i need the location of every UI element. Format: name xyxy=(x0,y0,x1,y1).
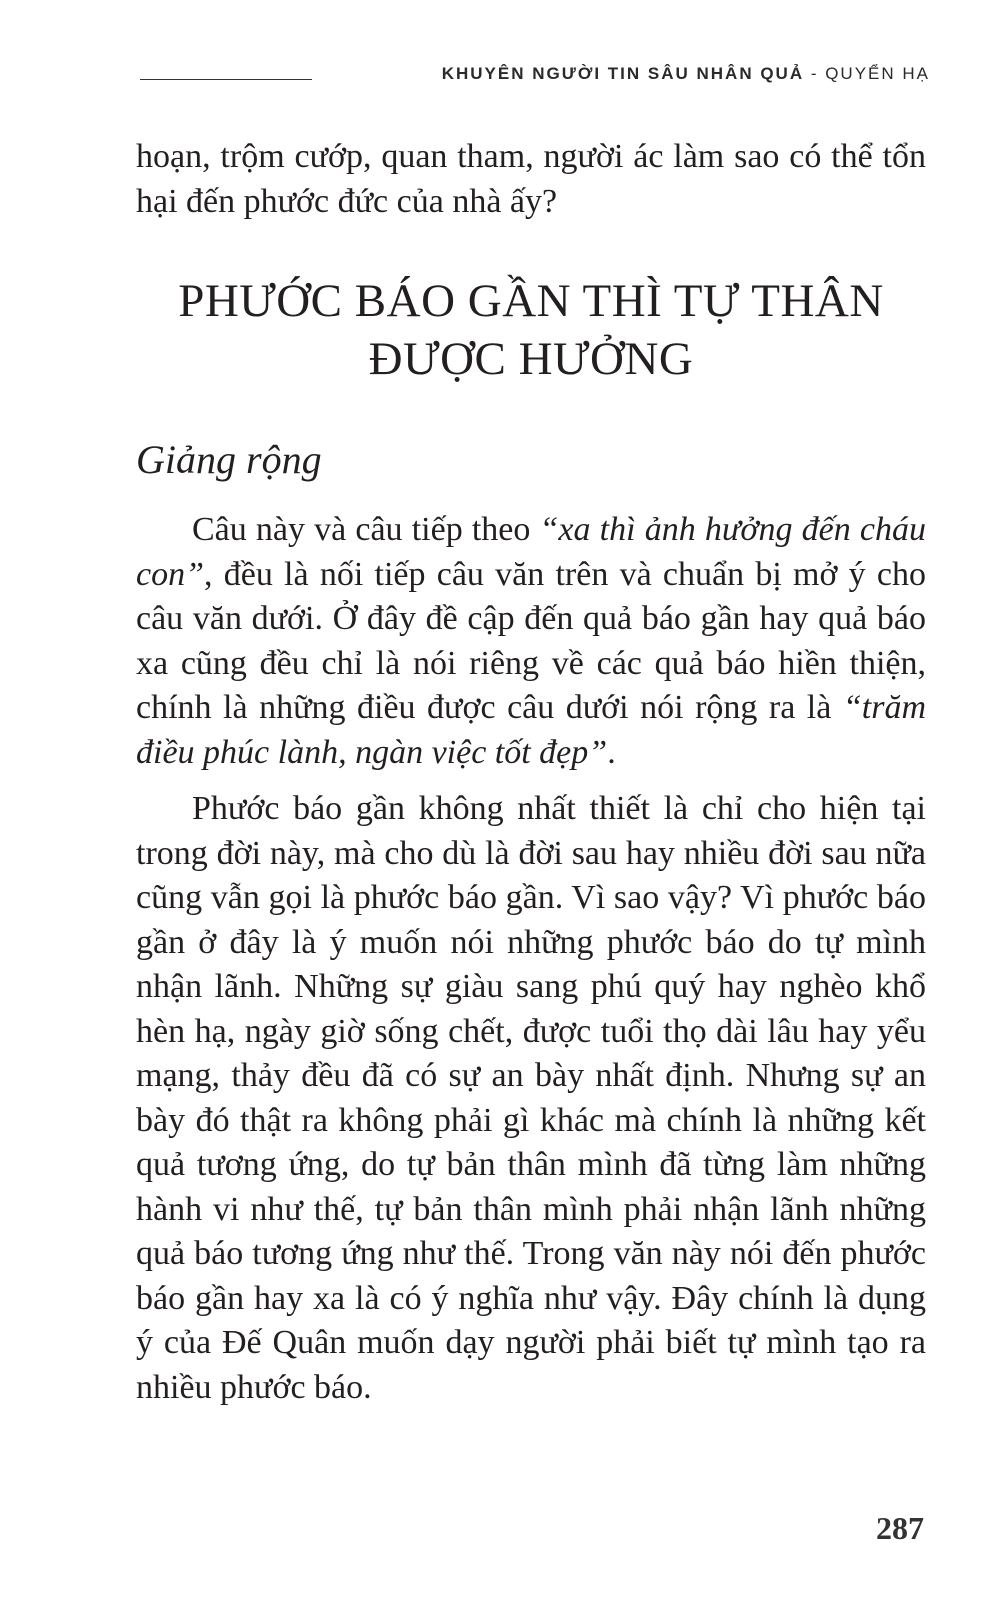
running-header xyxy=(442,64,930,84)
chapter-title-line-2: ĐƯỢC HƯỞNG xyxy=(368,333,694,385)
page-content xyxy=(136,135,926,1410)
body-paragraph-2: Phước báo gần không nhất thiết là chỉ cho hiện tại trong đời này, mà cho dù là đời sau hay nhiều đời sau nữa cũng vẫn gọi là phước báo gần. Vì sao vậy? Vì phước báo gần ở đây là ý muốn nói những phước báo do tự mình nhận lãnh. Những sự giàu sang phú quý hay nghèo khổ hèn hạ, ngày giờ sống chết, được tuổi thọ dài lâu hay yểu mạng, thảy đều đã có sự an bày nhất định. Nhưng sự an bày đó thật ra không phải gì khác mà chính là những kết quả tương ứng, do tự bản thân mình đã từng làm những hành vi như thế, tự bản thân mình phải nhận lãnh những quả báo tương ứng như thế. Trong văn này nói đến phước báo gần hay xa là có ý nghĩa như vậy. Đây chính là dụng ý của Đế Quân muốn dạy người phải biết tự mình tạo ra nhiều phước báo. xyxy=(136,790,926,1406)
book-title: KHUYÊN NGƯỜI TIN SÂU NHÂN QUẢ xyxy=(441,64,805,83)
chapter-title xyxy=(136,272,926,388)
body-paragraph-1 xyxy=(136,508,926,775)
volume-label: QUYỂN HẠ xyxy=(825,64,930,83)
header-rule xyxy=(140,79,312,80)
quote-hundred-blessings: “trăm điều phúc lành, ngàn việc tốt đẹp” xyxy=(136,689,926,771)
page-number: 287 xyxy=(876,1510,924,1546)
continuation-paragraph: hoạn, trộm cướp, quan tham, người ác làm sao có thể tổn hại đến phước đức của nhà ấy? xyxy=(136,138,926,220)
chapter-title-line-1: PHƯỚC BÁO GẦN THÌ TỰ THÂN xyxy=(178,275,884,327)
paragraph-1-text-c: . xyxy=(607,733,616,771)
quote-far-descendants: “xa thì ảnh hưởng đến cháu con” xyxy=(136,511,926,593)
section-heading: Giảng rộng xyxy=(136,437,322,482)
header-separator: - xyxy=(804,64,826,83)
paragraph-1-text-b: , đều là nối tiếp câu văn trên và chuẩn bị mở ý cho câu văn dưới. Ở đây đề cập đến quả báo gần hay quả báo xa cũng đều chỉ là nói riêng về các quả báo hiền thiện, chính là những điều được câu dưới nói rộng ra là xyxy=(136,555,926,726)
paragraph-1-text-a: Câu này và câu tiếp theo xyxy=(192,511,540,548)
